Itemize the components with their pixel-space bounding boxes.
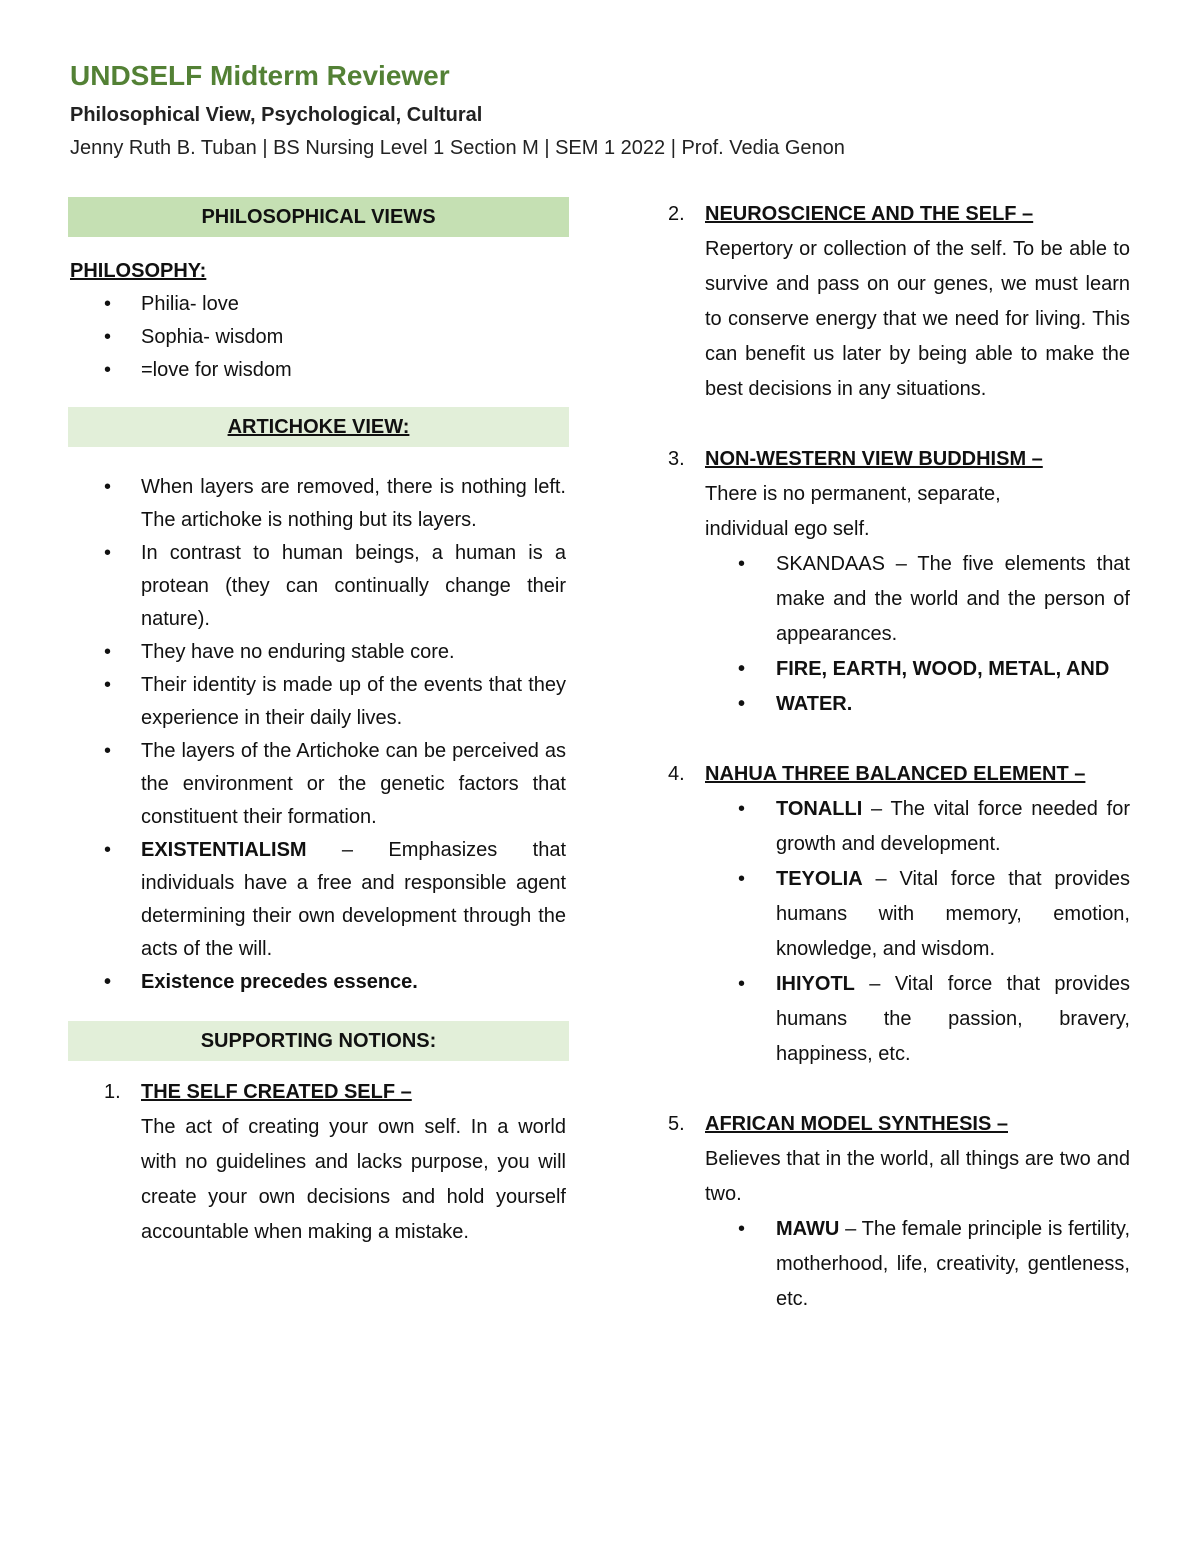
- page-subtitle: Philosophical View, Psychological, Cultural: [70, 104, 483, 126]
- term-definition: – Emphasizes that individuals have a free and responsible agent determining their own development through the acts of the will.: [141, 839, 566, 960]
- left-column: [68, 197, 569, 1250]
- notion-item-1: [68, 1075, 569, 1250]
- notion-item-5: [668, 1107, 1130, 1212]
- notion-item-4: [668, 757, 1130, 792]
- author-byline: Jenny Ruth B. Tuban | BS Nursing Level 1 Section M | SEM 1 2022 | Prof. Vedia Genon: [70, 137, 845, 159]
- list-item-existentialism: [68, 834, 566, 966]
- term-definition: – Vital force that provides humans with memory, emotion, knowledge, and wisdom.: [776, 868, 1130, 960]
- term-ihiyotl: IHIYOTL: [776, 973, 855, 995]
- nahua-list: [668, 792, 1130, 1072]
- list-item: [668, 967, 1130, 1072]
- item-number: 5.: [668, 1113, 685, 1135]
- notion-title: NAHUA THREE BALANCED ELEMENT –: [705, 763, 1086, 785]
- item-number: 2.: [668, 203, 685, 225]
- list-item: • SKANDAAS – The five elements that make and the world and the person of appearances.: [668, 547, 1130, 652]
- term-definition: – The vital force needed for growth and development.: [776, 798, 1130, 855]
- section-band-artichoke-view: ARTICHOKE VIEW:: [68, 407, 569, 447]
- item-number: 1.: [104, 1081, 121, 1103]
- term-mawu: MAWU: [776, 1218, 840, 1240]
- list-item: [668, 1212, 1130, 1317]
- list-item: • Their identity is made up of the events that they experience in their daily lives.: [68, 669, 566, 735]
- list-item: • WATER.: [668, 687, 1130, 722]
- term-teyolia: TEYOLIA: [776, 868, 863, 890]
- artichoke-list: [68, 471, 569, 999]
- item-number: 4.: [668, 763, 685, 785]
- notion-title: NON-WESTERN VIEW BUDDHISM –: [705, 448, 1043, 470]
- notion-text: The act of creating your own self. In a world with no guidelines and lacks purpose, you will create your own decisions and hold yourself accountable when making a mistake.: [141, 1116, 566, 1243]
- page-title: UNDSELF Midterm Reviewer: [70, 60, 450, 91]
- term-definition: – Vital force that provides humans the passion, bravery, happiness, etc.: [776, 973, 1130, 1065]
- term-definition: – The female principle is fertility, motherhood, life, creativity, gentleness, etc.: [776, 1218, 1130, 1310]
- buddhism-list: [668, 547, 1130, 722]
- notion-item-2: [668, 197, 1130, 407]
- notion-title: THE SELF CREATED SELF –: [141, 1081, 412, 1103]
- list-item: [668, 862, 1130, 967]
- item-number: 3.: [668, 448, 685, 470]
- list-item: • Sophia- wisdom: [68, 321, 569, 354]
- notion-text: Believes that in the world, all things are two and two.: [705, 1148, 1130, 1205]
- notion-text: There is no permanent, separate, individual ego self.: [705, 483, 1001, 540]
- list-item: • The layers of the Artichoke can be perceived as the environment or the genetic factors that constituent their formation.: [68, 735, 566, 834]
- list-item: [668, 792, 1130, 862]
- notion-title: NEUROSCIENCE AND THE SELF –: [705, 203, 1034, 225]
- list-item: • They have no enduring stable core.: [68, 636, 566, 669]
- section-band-supporting-notions: SUPPORTING NOTIONS:: [68, 1021, 569, 1061]
- term-existentialism: EXISTENTIALISM: [141, 839, 307, 861]
- term-tonalli: TONALLI: [776, 798, 863, 820]
- philosophy-list: [68, 288, 569, 387]
- list-item: • When layers are removed, there is nothing left. The artichoke is nothing but its layers.: [68, 471, 566, 537]
- section-band-philosophical-views: PHILOSOPHICAL VIEWS: [68, 197, 569, 237]
- list-item: • FIRE, EARTH, WOOD, METAL, AND: [668, 652, 1130, 687]
- philosophy-heading: PHILOSOPHY:: [70, 260, 207, 282]
- notion-item-3: [668, 442, 1130, 547]
- notion-text: Repertory or collection of the self. To be able to survive and pass on our genes, we must learn to conserve energy that we need for living. This can benefit us later by being able to make the best decisions in any situations.: [705, 238, 1130, 400]
- right-column: [668, 197, 1130, 1317]
- list-item: • =love for wisdom: [68, 354, 569, 387]
- list-item: • In contrast to human beings, a human is a protean (they can continually change their nature).: [68, 537, 566, 636]
- list-item-existence: • Existence precedes essence.: [68, 966, 566, 999]
- list-item: • Philia- love: [68, 288, 569, 321]
- notion-title: AFRICAN MODEL SYNTHESIS –: [705, 1113, 1008, 1135]
- african-list: [668, 1212, 1130, 1317]
